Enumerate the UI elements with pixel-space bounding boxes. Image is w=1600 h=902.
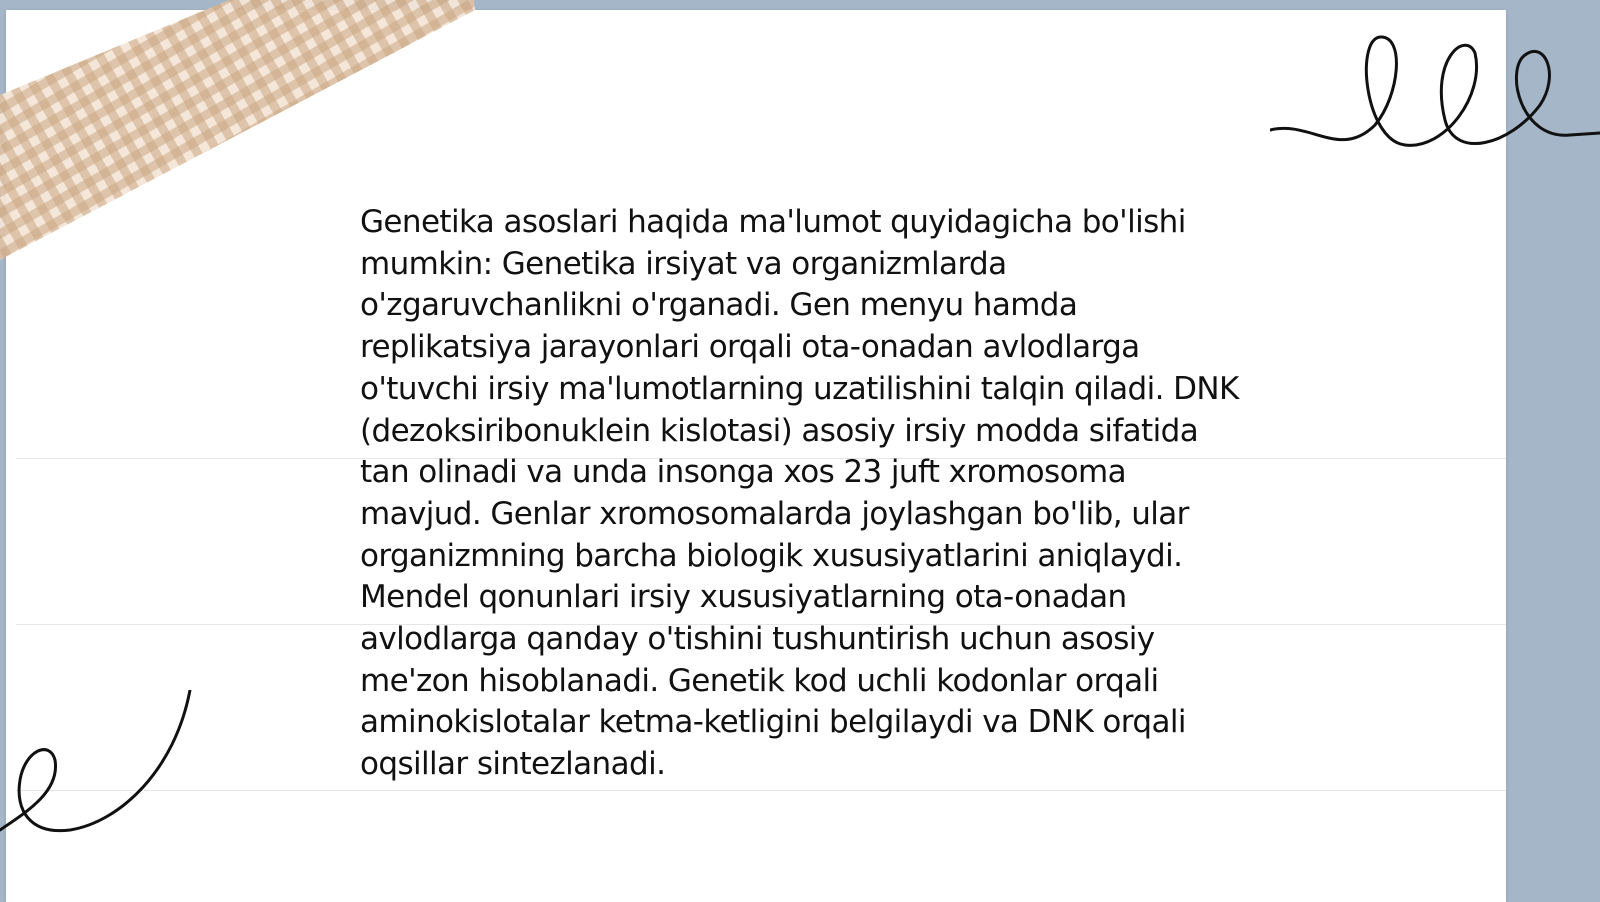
loop-doodle-decoration (1270, 25, 1600, 165)
ruled-line (16, 790, 1506, 791)
swirl-doodle-decoration (0, 690, 200, 850)
body-paragraph: Genetika asoslari haqida ma'lumot quyidagicha bo'lishi mumkin: Genetika irsiyat va organizmlarda o'zgaruvchanlikni o'rganadi. Gen menyu hamda replikatsiya jarayonlari orqali ota-onadan avlodlarga o'tuvchi irsiy ma'lumotlarning uzatilishini talqin qiladi. DNK (dezoksiribonuklein kislotasi) asosiy irsiy modda sifatida tan olinadi va unda insonga xos 23 juft xromosoma mavjud. Genlar xromosomalarda joylashgan bo'lib, ular organizmning barcha biologik xususiyatlarini aniqlaydi. Mendel qonunlari irsiy xususiyatlarning ota-onadan avlodlarga qanday o'tishini tushuntirish uchun asosiy me'zon hisoblanadi. Genetik kod uchli kodonlar orqali aminokislotalar ketma-ketligini belgilaydi va DNK orqali oqsillar sintezlanadi. (360, 204, 1239, 783)
